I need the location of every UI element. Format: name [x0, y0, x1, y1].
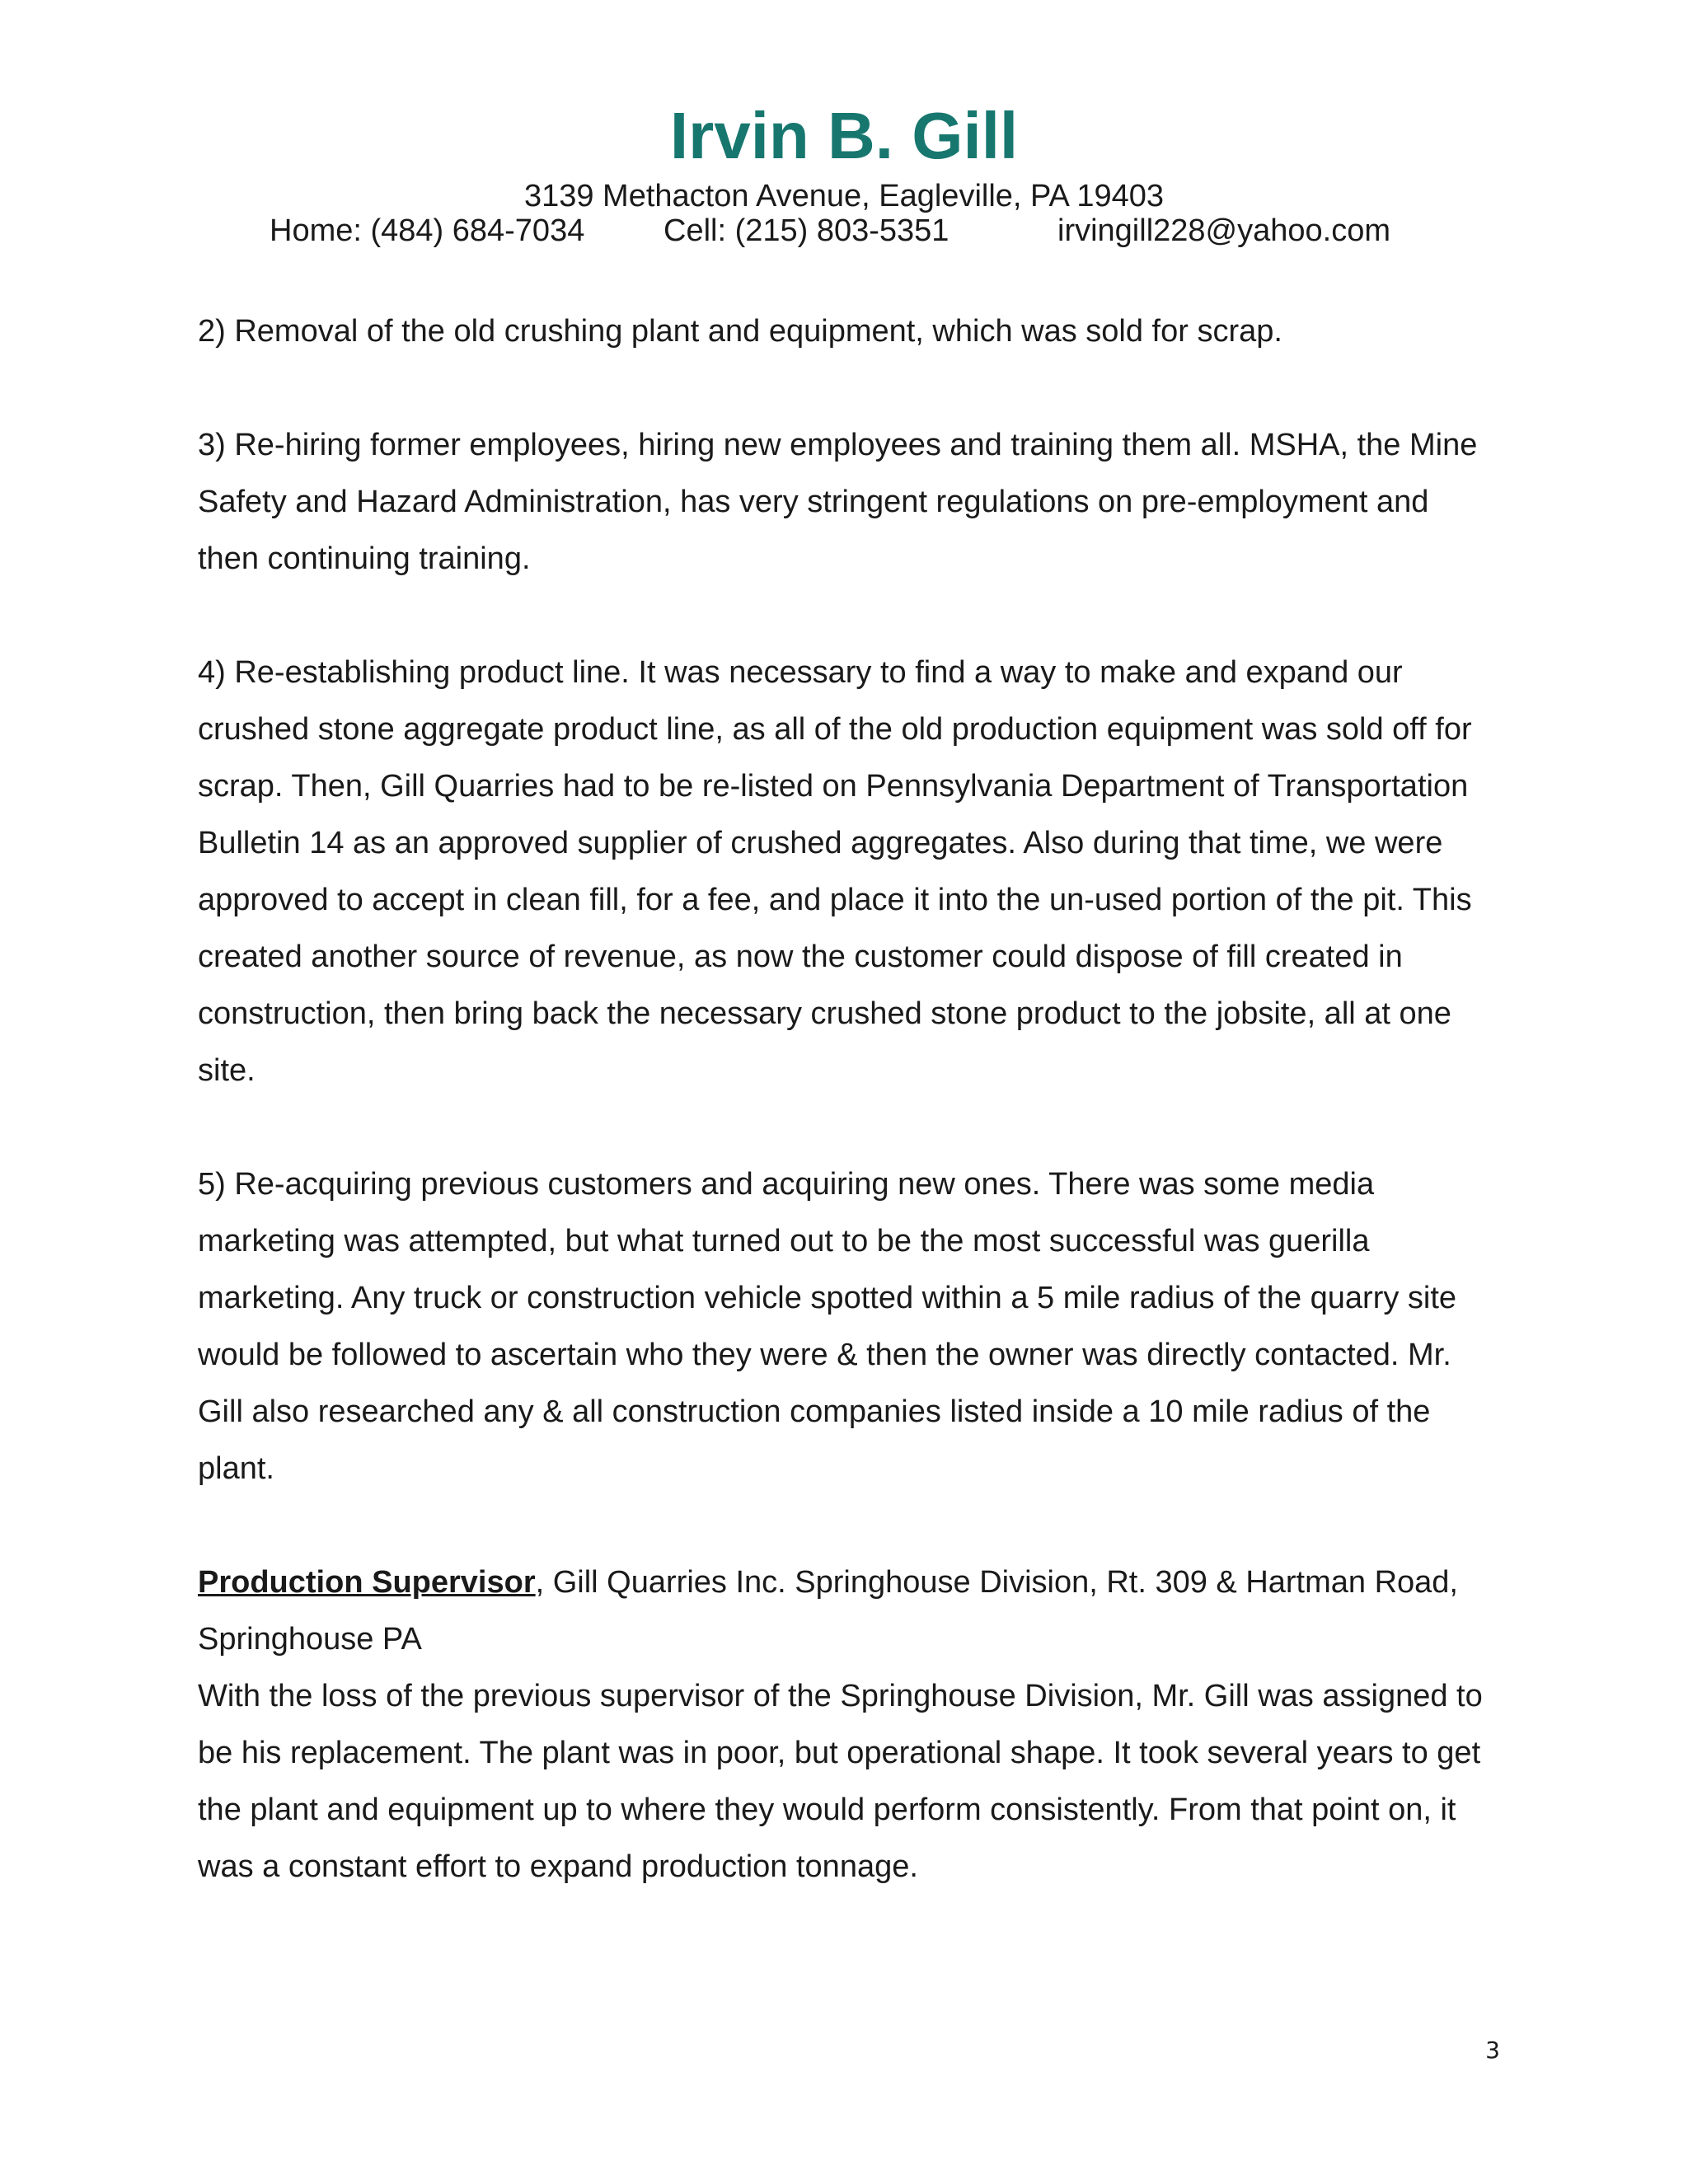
contact-line	[0, 210, 1688, 251]
paragraph-item-2: 2) Removal of the old crushing plant and equipment, which was sold for scrap.	[198, 314, 1282, 349]
job-employer: , Gill Quarries Inc. Springhouse Division, Rt. 309 & Hartman Road, Springhouse PA	[198, 1565, 1458, 1657]
email-address: irvingill228@yahoo.com	[1057, 213, 1390, 248]
job-section	[198, 1554, 1496, 1896]
resume-header	[0, 99, 1688, 216]
job-title: Production Supervisor	[198, 1565, 536, 1600]
job-description: With the loss of the previous supervisor of the Springhouse Division, Mr. Gill was assigned to be his replacement. The plant was in poor, but operational shape. It took several years to get the plant and equipment up to where they would perform consistently. From that point on, it was a constant effort to expand production tonnage.	[198, 1679, 1483, 1884]
home-phone: Home: (484) 684-7034	[270, 213, 585, 248]
candidate-name: Irvin B. Gill	[669, 99, 1019, 172]
address-line: 3139 Methacton Avenue, Eagleville, PA 19403	[523, 179, 1165, 213]
paragraph-item-4: 4) Re-establishing product line. It was necessary to find a way to make and expand our crushed stone aggregate product line, as all of the old production equipment was sold off for scrap. Then, Gill Quarries had to be re-listed on Pennsylvania Department of Transportation Bulletin 14 as an approved supplier of crushed aggregates. Also during that time, we were approved to accept in clean fill, for a fee, and place it into the un-used portion of the pit. This created another source of revenue, as now the customer could dispose of fill created in construction, then bring back the necessary crushed stone product to the jobsite, all at one site.	[198, 655, 1472, 1088]
cell-phone: Cell: (215) 803-5351	[663, 213, 950, 248]
paragraph-item-3: 3) Re-hiring former employees, hiring new employees and training them all. MSHA, the Mine Safety and Hazard Administration, has very stringent regulations on pre-employment and then continuing training.	[198, 428, 1478, 576]
page-number: 3	[1485, 2036, 1500, 2064]
paragraph-item-5: 5) Re-acquiring previous customers and acquiring new ones. There was some media marketing was attempted, but what turned out to be the most successful was guerilla marketing. Any truck or construction vehicle spotted within a 5 mile radius of the quarry site would be followed to ascertain who they were & then the owner was directly contacted. Mr. Gill also researched any & all construction companies listed inside a 10 mile radius of the plant.	[198, 1167, 1457, 1486]
document-body	[198, 303, 1496, 1896]
